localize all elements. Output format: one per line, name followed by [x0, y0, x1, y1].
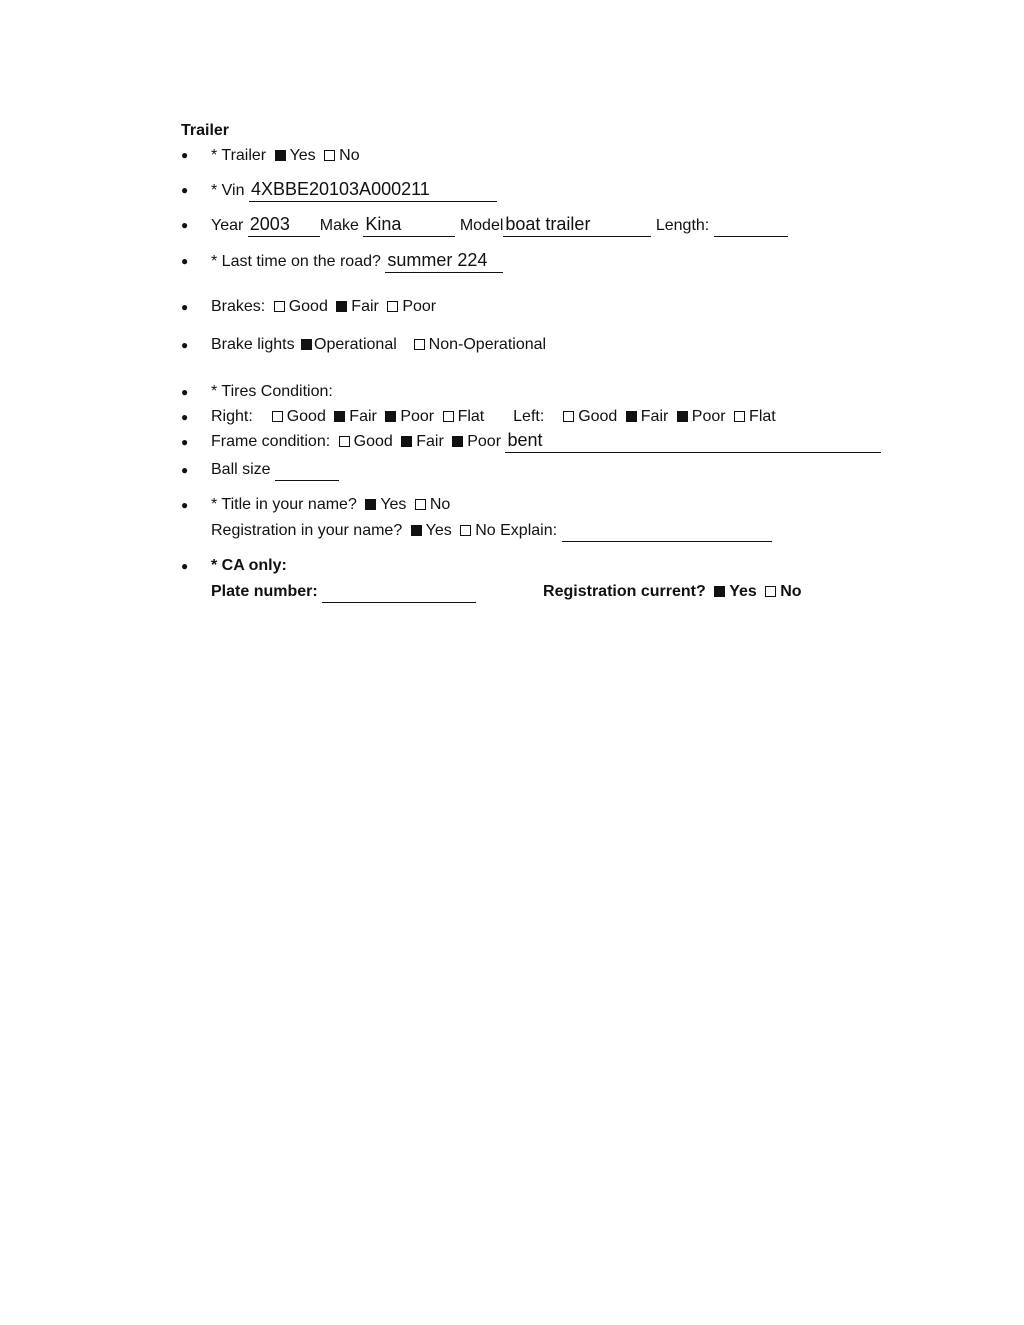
length-field[interactable] — [714, 216, 788, 237]
brake-lights-operational-checkbox[interactable] — [301, 339, 312, 350]
registration-current-no-label: No — [780, 583, 802, 600]
brakes-poor-label: Poor — [402, 298, 437, 315]
registration-explain-field[interactable] — [562, 521, 772, 542]
year-field[interactable] — [248, 216, 320, 237]
brakes-good-checkbox[interactable] — [274, 301, 285, 312]
model-label: Model — [459, 217, 504, 234]
tires-label: * Tires Condition: — [211, 383, 333, 400]
bullet: ● — [181, 559, 189, 573]
bullet: ● — [181, 410, 189, 424]
brake-lights-row — [211, 334, 546, 356]
left-flat-label: Flat — [749, 408, 776, 425]
frame-poor-label: Poor — [467, 433, 502, 450]
registration-current-yes-checkbox[interactable] — [714, 586, 725, 597]
bullet: ● — [181, 385, 189, 399]
left-poor-checkbox[interactable] — [677, 411, 688, 422]
plate-number-field[interactable] — [322, 582, 476, 603]
plate-row — [211, 581, 802, 603]
brakes-fair-label: Fair — [351, 298, 379, 315]
trailer-yes-checkbox[interactable] — [275, 150, 286, 161]
right-good-label: Good — [286, 408, 326, 425]
registration-row — [211, 520, 772, 542]
bullet: ● — [181, 435, 189, 449]
ball-size-label: Ball size — [211, 461, 271, 478]
right-poor-label: Poor — [400, 408, 435, 425]
bullet: ● — [181, 338, 189, 352]
registration-current-label: Registration current? — [543, 583, 706, 600]
registration-question-label: Registration in your name? — [211, 522, 403, 539]
title-row — [211, 494, 450, 516]
ca-only-label: * CA only: — [211, 557, 287, 574]
left-flat-checkbox[interactable] — [734, 411, 745, 422]
trailer-label: * Trailer — [211, 147, 267, 164]
last-road-row — [211, 251, 503, 273]
trailer-yes-label: Yes — [289, 147, 316, 164]
frame-fair-label: Fair — [416, 433, 444, 450]
title-no-checkbox[interactable] — [415, 499, 426, 510]
registration-yes-label: Yes — [425, 522, 452, 539]
left-poor-label: Poor — [691, 408, 726, 425]
trailer-no-checkbox[interactable] — [324, 150, 335, 161]
right-good-checkbox[interactable] — [272, 411, 283, 422]
year-make-model-row — [211, 215, 788, 237]
brake-lights-non-operational-checkbox[interactable] — [414, 339, 425, 350]
vin-value: 4XBBE20103A000211 — [250, 179, 430, 199]
frame-fair-checkbox[interactable] — [401, 436, 412, 447]
frame-good-label: Good — [353, 433, 393, 450]
year-value: 2003 — [249, 214, 290, 234]
registration-current-no-checkbox[interactable] — [765, 586, 776, 597]
title-question-label: * Title in your name? — [211, 496, 357, 513]
brake-lights-label: Brake lights — [211, 336, 295, 353]
bullet: ● — [181, 254, 189, 268]
brakes-good-label: Good — [288, 298, 328, 315]
right-flat-checkbox[interactable] — [443, 411, 454, 422]
brake-lights-non-operational-label: Non-Operational — [428, 336, 547, 353]
right-fair-label: Fair — [349, 408, 377, 425]
registration-no-checkbox[interactable] — [460, 525, 471, 536]
section-title: Trailer — [181, 122, 230, 139]
frame-poor-checkbox[interactable] — [452, 436, 463, 447]
bullet: ● — [181, 463, 189, 477]
brakes-fair-checkbox[interactable] — [336, 301, 347, 312]
right-flat-label: Flat — [457, 408, 485, 425]
trailer-no-label: No — [339, 147, 360, 164]
bullet: ● — [181, 148, 189, 162]
make-field[interactable] — [363, 216, 455, 237]
vin-field[interactable] — [249, 181, 497, 202]
frame-label: Frame condition: — [211, 433, 331, 450]
frame-field[interactable] — [505, 432, 881, 453]
frame-row — [211, 431, 881, 453]
tires-left-label: Left: — [513, 408, 545, 425]
title-no-label: No — [429, 496, 451, 513]
plate-number-label: Plate number: — [211, 583, 318, 600]
frame-good-checkbox[interactable] — [339, 436, 350, 447]
registration-yes-checkbox[interactable] — [411, 525, 422, 536]
vin-row — [211, 180, 497, 202]
last-road-value: summer 224 — [387, 250, 488, 270]
tires-row — [211, 381, 333, 403]
bullet: ● — [181, 300, 189, 314]
tires-right-label: Right: — [211, 408, 253, 425]
left-good-label: Good — [578, 408, 618, 425]
ball-size-row — [211, 459, 339, 481]
brakes-label: Brakes: — [211, 298, 266, 315]
tires-right-left-row — [211, 406, 776, 428]
left-fair-label: Fair — [640, 408, 669, 425]
registration-current-yes-label: Yes — [729, 583, 757, 600]
registration-explain-label: No Explain: — [475, 522, 558, 539]
left-good-checkbox[interactable] — [563, 411, 574, 422]
brakes-poor-checkbox[interactable] — [387, 301, 398, 312]
title-yes-label: Yes — [380, 496, 407, 513]
brake-lights-operational-label: Operational — [314, 336, 397, 353]
brakes-row — [211, 296, 436, 318]
right-poor-checkbox[interactable] — [385, 411, 396, 422]
bullet: ● — [181, 498, 189, 512]
make-label: Make — [319, 217, 359, 234]
vin-label: * Vin — [211, 182, 245, 199]
ball-size-field[interactable] — [275, 460, 339, 481]
make-value: Kina — [365, 214, 402, 234]
year-label: Year — [211, 217, 244, 234]
last-road-field[interactable] — [385, 252, 503, 273]
model-field[interactable] — [503, 216, 651, 237]
ca-only-row — [211, 555, 287, 577]
title-yes-checkbox[interactable] — [365, 499, 376, 510]
last-road-label: * Last time on the road? — [211, 253, 381, 270]
bullet: ● — [181, 218, 189, 232]
trailer-row — [211, 145, 360, 167]
length-label: Length: — [655, 217, 710, 234]
right-fair-checkbox[interactable] — [334, 411, 345, 422]
left-fair-checkbox[interactable] — [626, 411, 637, 422]
bullet: ● — [181, 183, 189, 197]
model-value: boat trailer — [505, 214, 591, 234]
frame-value: bent — [507, 430, 543, 450]
